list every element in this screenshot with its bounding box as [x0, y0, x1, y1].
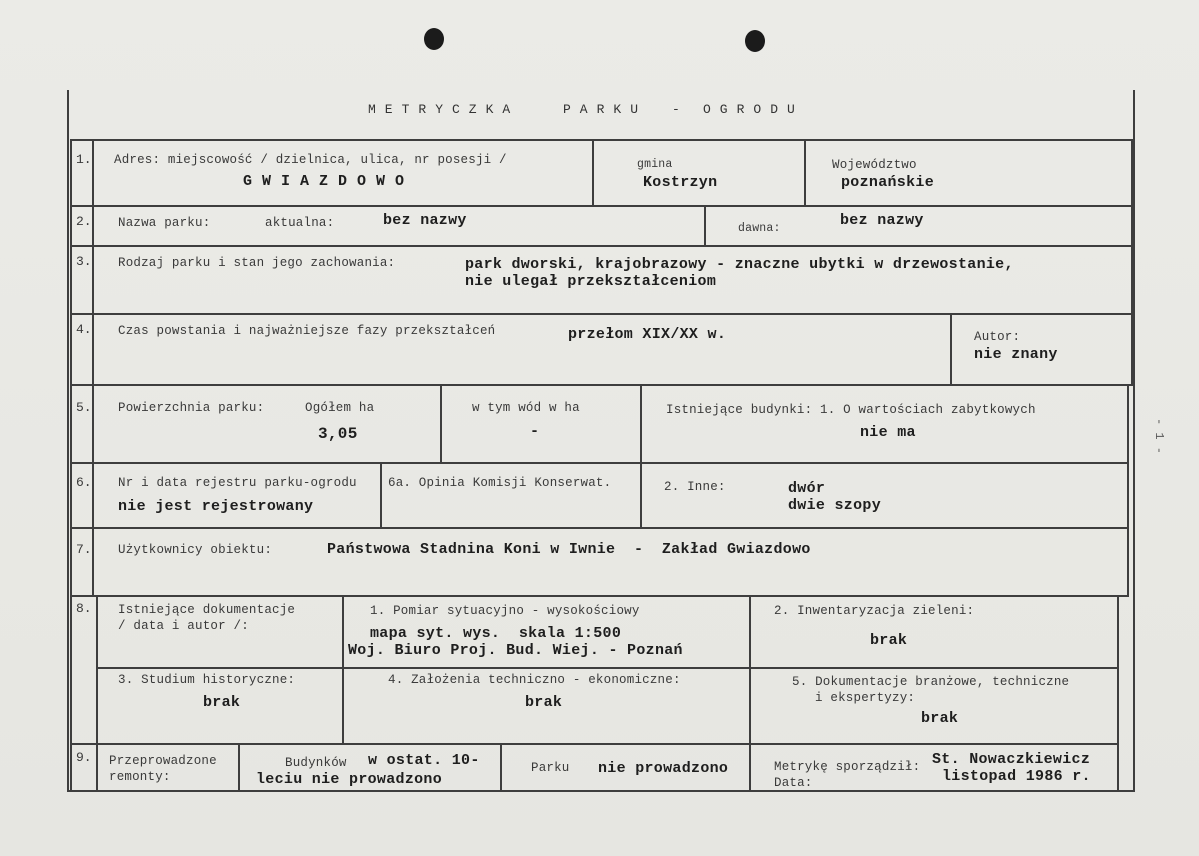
author-value: nie znany	[974, 346, 1058, 363]
buildings-repairs-label: Budynków	[285, 756, 347, 770]
users-value: Państwowa Stadnina Koni w Iwnie - Zakład Gwiazdowo	[327, 541, 811, 558]
row-5-divider-a	[440, 386, 442, 464]
other-buildings-value-1: dwór	[788, 480, 826, 497]
row-9-divider-c	[749, 745, 751, 792]
punch-hole-left	[424, 28, 444, 50]
origin-label: Czas powstania i najważniejsze fazy przekształceń	[118, 324, 496, 338]
branch-docs-label-line2: i ekspertyzy:	[815, 691, 916, 705]
row-7	[70, 529, 1129, 597]
row-2	[70, 207, 1133, 247]
tech-econ-label: 4. Założenia techniczno - ekonomiczne:	[388, 673, 681, 687]
total-area-value: 3,05	[318, 425, 358, 443]
historic-buildings-label: Istniejące budynki: 1. O wartościach zabytkowych	[666, 403, 1036, 417]
prepared-by-label: Metrykę sporządził:	[774, 760, 921, 774]
row-9-divider-a	[238, 745, 240, 792]
row-8-mid-divider	[96, 667, 1119, 669]
row-2-divider	[704, 207, 706, 247]
title-parku: PARKU	[563, 102, 648, 117]
commission-opinion-label: 6a. Opinia Komisji Konserwat.	[388, 476, 612, 490]
author-label: Autor:	[974, 330, 1021, 344]
title-dash: -	[672, 102, 689, 117]
docs-label-line2: / data i autor /:	[118, 619, 249, 633]
history-study-value: brak	[203, 694, 241, 711]
row-5-num-divider	[92, 386, 94, 464]
address-value: GWIAZDOWO	[243, 173, 415, 190]
row-8-number: 8.	[76, 601, 92, 616]
buildings-repairs-value-line2: leciu nie prowadzono	[256, 771, 443, 788]
survey-value-line1: mapa syt. wys. skala 1:500	[370, 625, 622, 642]
row-1	[70, 139, 1133, 207]
date-label: Data:	[774, 776, 813, 790]
row-3-number: 3.	[76, 254, 92, 269]
park-type-value-line2: nie ulegał przekształceniom	[465, 273, 717, 290]
voivodeship-value: poznańskie	[841, 174, 935, 191]
origin-value: przełom XIX/XX w.	[568, 326, 727, 343]
row-8-divider-a	[342, 597, 344, 745]
gmina-value: Kostrzyn	[643, 174, 718, 191]
row-1-divider-b	[804, 139, 806, 207]
park-repairs-label: Parku	[531, 761, 570, 775]
gmina-label: gmina	[637, 158, 673, 171]
punch-hole-right	[745, 30, 765, 52]
address-label: Adres: miejscowość / dzielnica, ulica, nr posesji /	[114, 153, 507, 167]
row-9-divider-b	[500, 745, 502, 792]
prepared-by-value: St. Nowaczkiewicz	[932, 751, 1091, 768]
former-name-value: bez nazwy	[840, 212, 924, 229]
register-value: nie jest rejestrowany	[118, 498, 314, 515]
row-3-num-divider	[92, 247, 94, 315]
row-2-num-divider	[92, 207, 94, 247]
history-study-label: 3. Studium historyczne:	[118, 673, 296, 687]
green-inventory-value: brak	[870, 632, 908, 649]
docs-label-line1: Istniejące dokumentacje	[118, 603, 296, 617]
repairs-label-line2: remonty:	[109, 770, 171, 784]
area-label: Powierzchnia parku:	[118, 401, 265, 415]
survey-label: 1. Pomiar sytuacyjno - wysokościowy	[370, 604, 640, 618]
row-7-number: 7.	[76, 542, 92, 557]
water-area-value: -	[530, 423, 540, 440]
former-name-label: dawna:	[738, 222, 781, 235]
row-9-number: 9.	[76, 750, 92, 765]
row-6-divider-a	[380, 464, 382, 529]
current-name-value: bez nazwy	[383, 212, 467, 229]
row-9-num-divider	[96, 745, 98, 792]
row-5-divider-b	[640, 386, 642, 464]
row-1-num-divider	[92, 139, 94, 207]
water-area-label: w tym wód w ha	[472, 401, 580, 415]
current-name-label: aktualna:	[265, 216, 335, 230]
row-4-number: 4.	[76, 322, 92, 337]
tech-econ-value: brak	[525, 694, 563, 711]
page-number-text: - 1 -	[1152, 418, 1166, 455]
survey-value-line2: Woj. Biuro Proj. Bud. Wiej. - Poznań	[348, 642, 683, 659]
park-type-label: Rodzaj parku i stan jego zachowania:	[118, 256, 396, 270]
other-buildings-label: 2. Inne:	[664, 480, 726, 494]
total-area-label: Ogółem ha	[305, 401, 375, 415]
historic-buildings-value: nie ma	[860, 424, 916, 441]
date-value: listopad 1986 r.	[942, 768, 1091, 785]
title-metryczka: METRYCZKA	[368, 102, 520, 117]
row-6	[70, 464, 1129, 529]
branch-docs-label-line1: 5. Dokumentacje branżowe, techniczne	[792, 675, 1070, 689]
green-inventory-label: 2. Inwentaryzacja zieleni:	[774, 604, 975, 618]
park-repairs-value: nie prowadzono	[598, 760, 729, 777]
row-6-number: 6.	[76, 475, 92, 490]
row-5-number: 5.	[76, 400, 92, 415]
row-8-num-divider	[96, 597, 98, 745]
row-1-number: 1.	[76, 152, 92, 167]
users-label: Użytkownicy obiektu:	[118, 543, 273, 557]
branch-docs-value: brak	[921, 710, 959, 727]
row-6-num-divider	[92, 464, 94, 529]
park-name-label: Nazwa parku:	[118, 216, 211, 230]
row-8-divider-b	[749, 597, 751, 745]
repairs-label-line1: Przeprowadzone	[109, 754, 217, 768]
row-5	[70, 386, 1129, 464]
page-number-mark	[1148, 418, 1170, 462]
row-4-num-divider	[92, 315, 94, 386]
row-7-num-divider	[92, 529, 94, 597]
park-type-value-line1: park dworski, krajobrazowy - znaczne ubytki w drzewostanie,	[465, 256, 1014, 273]
title-ogrodu: OGRODU	[703, 102, 804, 117]
other-buildings-value-2: dwie szopy	[788, 497, 882, 514]
row-2-number: 2.	[76, 214, 92, 229]
row-6-divider-b	[640, 464, 642, 529]
voivodeship-label: Województwo	[832, 158, 917, 172]
row-4-divider	[950, 315, 952, 386]
register-label: Nr i data rejestru parku-ogrodu	[118, 476, 357, 490]
buildings-repairs-value-line1: w ostat. 10-	[368, 752, 480, 769]
row-1-divider-a	[592, 139, 594, 207]
